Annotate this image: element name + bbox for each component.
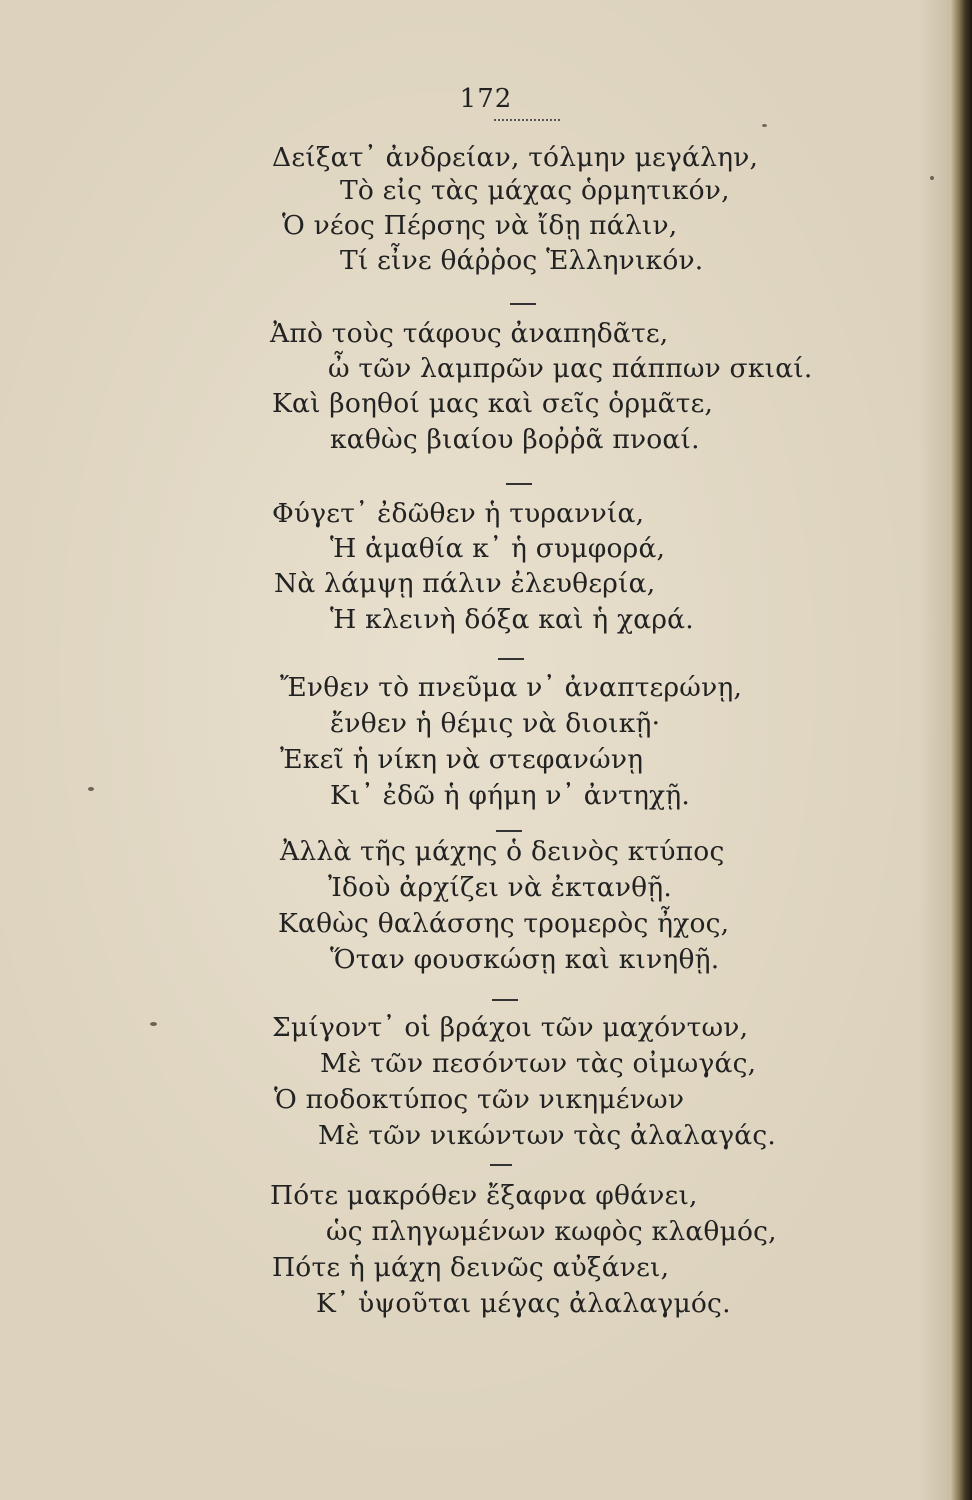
poem-line: ὦ τῶν λαμπρῶν μας πάππων σκιαί. <box>328 353 813 384</box>
poem-line: Τί εἶνε θάῤῥος Ἑλληνικόν. <box>340 245 704 276</box>
poem-line: Ἀλλὰ τῆς μάχης ὁ δεινὸς κτύπος <box>280 836 725 867</box>
page-number: 172 <box>459 84 513 114</box>
poem-line: Καὶ βοηθοί μας καὶ σεῖς ὁρμᾶτε, <box>272 388 714 419</box>
poem-line: Ἐκεῖ ἡ νίκη νὰ στεφανώνῃ <box>280 744 644 775</box>
poem-line: Πότε ἡ μάχη δεινῶς αὐξάνει, <box>272 1252 670 1283</box>
poem-line: καθὼς βιαίου βοῤῥᾶ πνοαί. <box>330 424 700 455</box>
poem-line: Μὲ τῶν πεσόντων τὰς οἰμωγάς, <box>320 1048 757 1079</box>
stanza-separator <box>506 483 532 485</box>
paper-speck <box>88 787 94 791</box>
stanza-separator <box>492 999 518 1001</box>
stanza-separator <box>496 830 522 832</box>
poem-line: Νὰ λάμψῃ πάλιν ἐλευθερία, <box>274 568 656 599</box>
poem-line: Ἀπὸ τοὺς τάφους ἀναπηδᾶτε, <box>270 318 669 349</box>
poem-line: Δείξατ᾽ ἀνδρείαν, τόλμην μεγάλην, <box>272 142 759 173</box>
poem-line: ἔνθεν ἡ θέμις νὰ διοικῇ· <box>330 708 661 739</box>
paper-speck <box>150 1022 157 1026</box>
stanza-separator <box>510 303 536 305</box>
paper-speck <box>930 176 934 180</box>
poem-line: Σμίγοντ᾽ οἱ βράχοι τῶν μαχόντων, <box>272 1012 749 1043</box>
poem-line: Ὅταν φουσκώσῃ καὶ κινηθῇ. <box>330 944 720 975</box>
stanza-separator <box>490 1164 512 1166</box>
poem-line: Ὁ ποδοκτύπος τῶν νικημένων <box>274 1084 685 1115</box>
poem-line: Ἰδοὺ ἀρχίζει νὰ ἐκτανθῇ. <box>328 872 673 903</box>
poem-line: Ἡ κλεινὴ δόξα καὶ ἡ χαρά. <box>330 604 694 635</box>
poem-line: ὡς πληγωμένων κωφὸς κλαθμός, <box>326 1216 777 1247</box>
poem-line: Ἡ ἀμαθία κ᾽ ἡ συμφορά, <box>330 533 666 564</box>
poem-line: Φύγετ᾽ ἐδῶθεν ἡ τυραννία, <box>272 498 645 529</box>
poem-line: Ὁ νέος Πέρσης νὰ ἴδῃ πάλιν, <box>282 210 678 241</box>
poem-line: Πότε μακρόθεν ἔξαφνα φθάνει, <box>270 1180 698 1211</box>
poem-line: Μὲ τῶν νικώντων τὰς ἀλαλαγάς. <box>318 1120 777 1151</box>
poem-line: Ἔνθεν τὸ πνεῦμα ν᾽ ἀναπτερώνῃ, <box>280 672 743 703</box>
poem-line: Κ᾽ ὑψοῦται μέγας ἀλαλαγμός. <box>316 1288 731 1319</box>
poem-line: Κι᾽ ἐδῶ ἡ φήμη ν᾽ ἀντηχῇ. <box>330 780 691 811</box>
page-edge <box>950 0 972 1500</box>
poem-line: Καθὼς θαλάσσης τρομερὸς ἦχος, <box>278 908 730 939</box>
poem-line: Τὸ εἰς τὰς μάχας ὁρμητικόν, <box>340 175 730 206</box>
stanza-separator <box>498 658 524 660</box>
paper-speck <box>762 124 767 127</box>
